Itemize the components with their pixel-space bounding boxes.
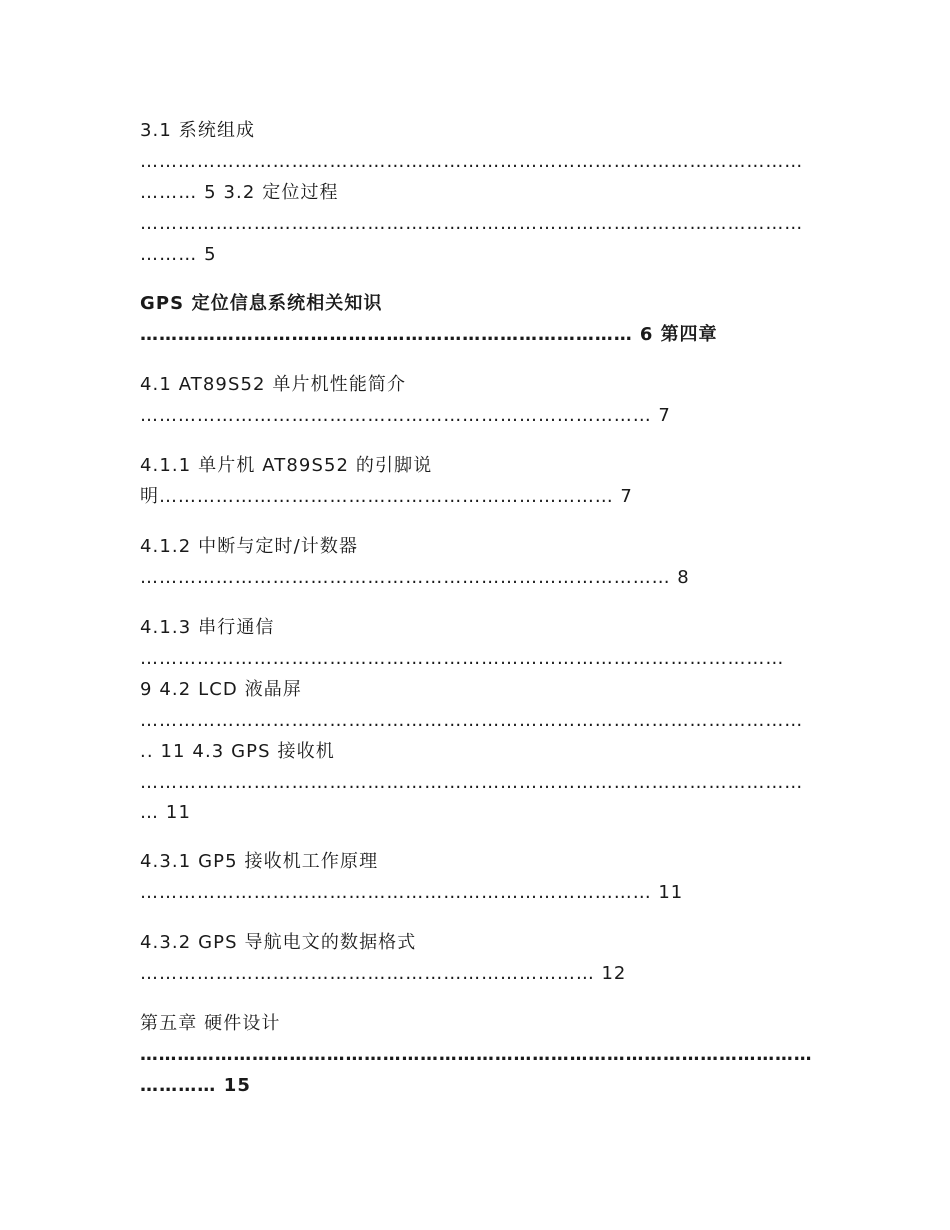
toc-page-number: ………………………………………………………………………… 8: [140, 567, 690, 588]
toc-entry-4-3: .. 11 4.3 GPS 接收机: [140, 741, 335, 762]
toc-leader-dots: ……………………………………………………………………………………………: [140, 213, 804, 234]
toc-entry-3-1: 3.1 系统组成: [140, 120, 256, 141]
toc-entry-4-3-1: 4.3.1 GP5 接收机工作原理: [140, 851, 379, 872]
toc-entry-4-2: 9 4.2 LCD 液晶屏: [140, 679, 302, 700]
toc-entry-4-3-2: 4.3.2 GPS 导航电文的数据格式: [140, 932, 417, 953]
toc-leader-dots: ……………………………………………………………………………………………: [140, 772, 804, 793]
toc-leader-dots: …………………………………………………………………………………………: [140, 648, 785, 669]
toc-entry-3-2: ……… 5 3.2 定位过程: [140, 182, 339, 203]
toc-entry-4-1-3: 4.1.3 串行通信: [140, 617, 275, 638]
toc-leader-dots: ……………………………………………………………………………………………: [140, 151, 804, 172]
toc-entry-4-1-1: 4.1.1 单片机 AT89S52 的引脚说: [140, 455, 433, 476]
toc-leader-dots: ……………………………………………………………………………………………: [140, 710, 804, 731]
toc-page-number: ……… 5: [140, 244, 217, 265]
toc-entry-4-1-2: 4.1.2 中断与定时/计数器: [140, 536, 359, 557]
toc-page-number: 明……………………………………………………………… 7: [140, 486, 633, 507]
toc-entry-chapter-3: GPS 定位信息系统相关知识: [140, 293, 383, 314]
toc-page-number: … 11: [140, 802, 192, 823]
toc-page-number: ……………………………………………………………… 12: [140, 963, 627, 984]
toc-leader-dots: ………………………………………………………………………………………………: [140, 1044, 813, 1065]
toc-page-number: ………… 15: [140, 1075, 252, 1096]
toc-entry-4-1: 4.1 AT89S52 单片机性能简介: [140, 374, 407, 395]
toc-page-number: ……………………………………………………………………… 11: [140, 882, 684, 903]
toc-page-number: ……………………………………………………………………… 7: [140, 405, 671, 426]
toc-entry-chapter-5: 第五章 硬件设计: [140, 1013, 281, 1034]
toc-entry-chapter-4: …………………………………………………………………… 6 第四章: [140, 324, 718, 345]
